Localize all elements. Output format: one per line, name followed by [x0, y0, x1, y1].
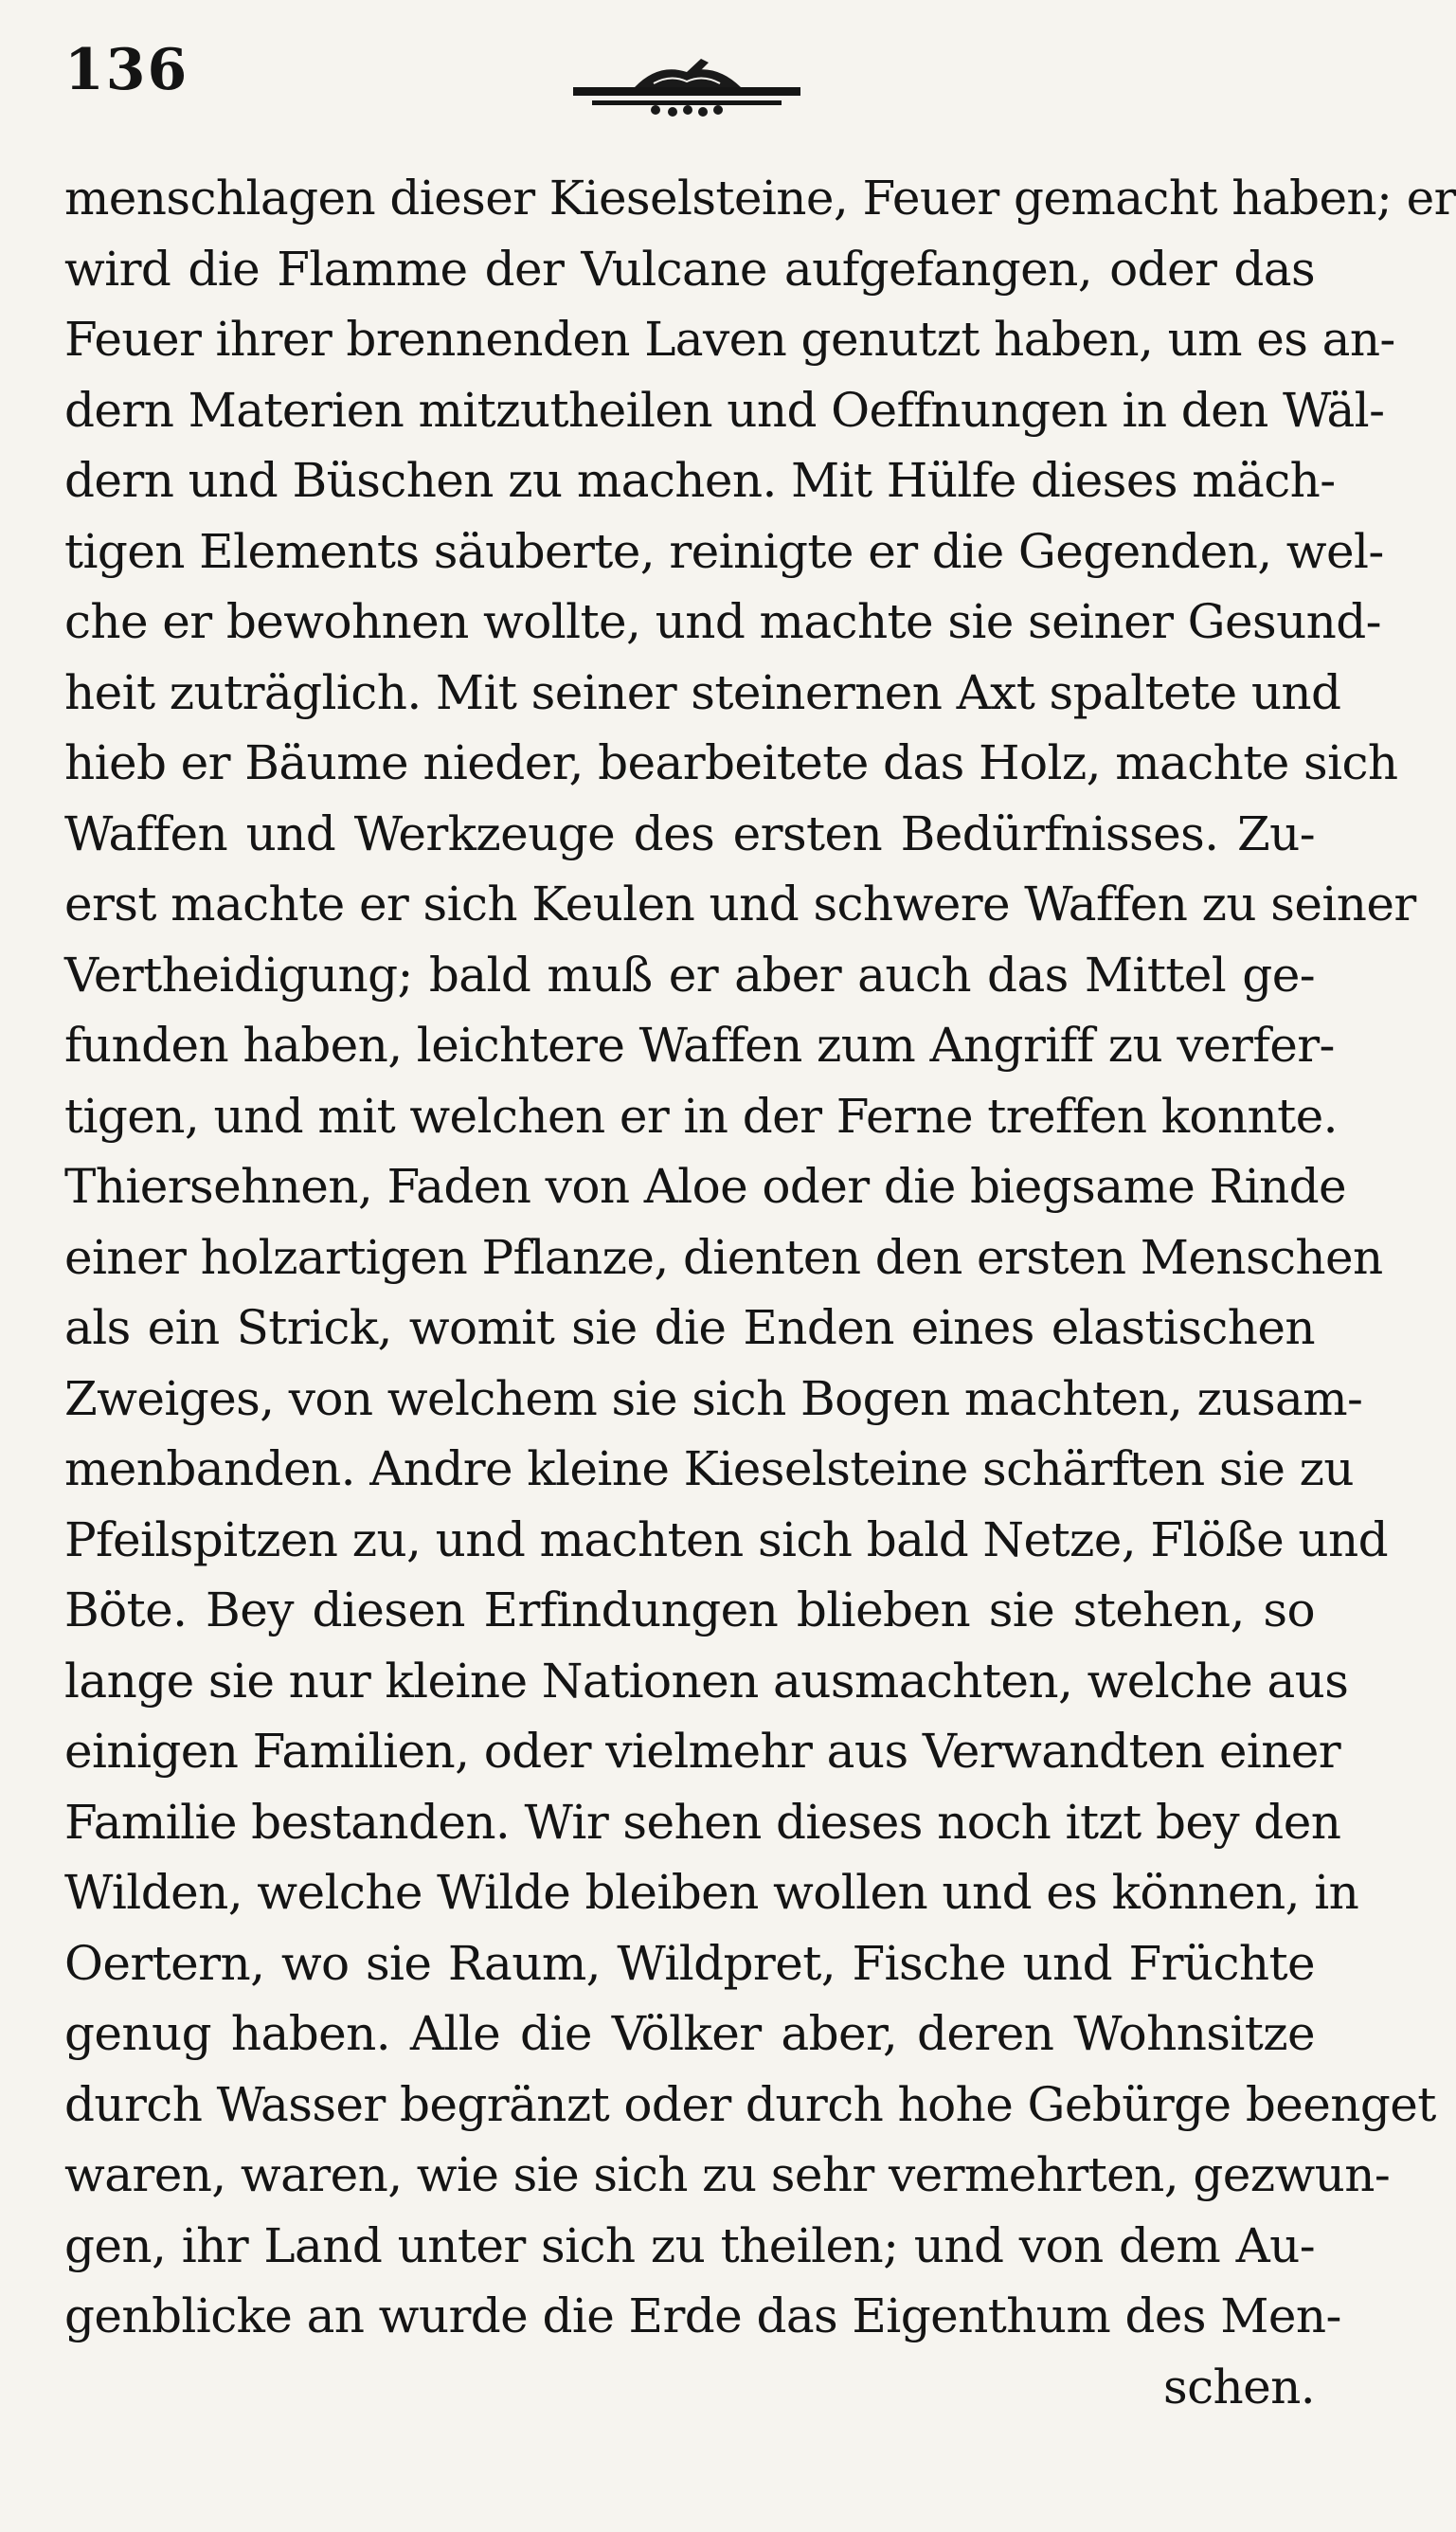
text-line: Zweiges, von welchem sie sich Bogen machten, zusam-: [64, 1370, 1363, 1426]
text-line: einigen Familien, oder vielmehr aus Verwandten einer: [64, 1724, 1341, 1779]
text-line: gen, ihr Land unter sich zu theilen; und von dem Au-: [64, 2217, 1315, 2273]
text-line: Oertern, wo sie Raum, Wildpret, Fische und Früchte: [64, 1935, 1315, 1991]
text-line: hieb er Bäume nieder, bearbeitete das Holz, machte sich: [64, 735, 1398, 790]
text-line: erst machte er sich Keulen und schwere Waffen zu seiner: [64, 877, 1416, 931]
text-line: Thiersehnen, Faden von Aloe oder die biegsame Rinde: [64, 1159, 1346, 1214]
text-line: menschlagen dieser Kieselsteine, Feuer gemacht haben; er: [64, 171, 1456, 226]
text-line: funden haben, leichtere Waffen zum Angriff zu verfer-: [64, 1018, 1335, 1073]
text-line: waren, waren, wie sie sich zu sehr vermehrten, gezwun-: [64, 2147, 1391, 2202]
text-line: genug haben. Alle die Völker aber, deren Wohnsitze: [64, 2006, 1315, 2061]
text-line: menbanden. Andre kleine Kieselsteine schärften sie zu: [64, 1441, 1354, 1496]
text-line: dern und Büschen zu machen. Mit Hülfe dieses mäch-: [64, 453, 1336, 508]
text-line: Pfeilspitzen zu, und machten sich bald Netze, Flöße und: [64, 1511, 1389, 1567]
text-line: Vertheidigung; bald muß er aber auch das Mittel ge-: [64, 947, 1315, 1003]
text-line: che er bewohnen wollte, und machte sie seiner Gesund-: [64, 594, 1381, 649]
text-line: genblicke an wurde die Erde das Eigenthum des Men-: [64, 2288, 1341, 2343]
text-line: tigen, und mit welchen er in der Ferne treffen konnte.: [64, 1088, 1338, 1144]
text-line: wird die Flamme der Vulcane aufgefangen, oder das: [64, 241, 1315, 297]
text-line: Wilden, welche Wilde bleiben wollen und es können, in: [64, 1865, 1359, 1920]
text-line: dern Materien mitzutheilen und Oeffnungen in den Wäl-: [64, 382, 1385, 438]
text-line: Waffen und Werkzeuge des ersten Bedürfnisses. Zu-: [64, 805, 1315, 861]
body-text: [64, 163, 1456, 2422]
printers-ornament-icon: [568, 49, 805, 125]
text-line: heit zuträglich. Mit seiner steinernen Axt spaltete und: [64, 664, 1341, 720]
text-line: Böte. Bey diesen Erfindungen blieben sie stehen, so: [64, 1582, 1315, 1637]
page-number: 136: [64, 37, 189, 103]
text-line: durch Wasser begränzt oder durch hohe Gebürge beenget: [64, 2076, 1436, 2132]
text-line: tigen Elements säuberte, reinigte er die Gegenden, wel-: [64, 523, 1384, 579]
text-line: Familie bestanden. Wir sehen dieses noch itzt bey den: [64, 1794, 1341, 1850]
text-line: einer holzartigen Pflanze, dienten den ersten Menschen: [64, 1229, 1383, 1285]
text-line: schen.: [1163, 2359, 1315, 2414]
text-line: lange sie nur kleine Nationen ausmachten, welche aus: [64, 1653, 1349, 1709]
text-line: als ein Strick, womit sie die Enden eines elastischen: [64, 1300, 1315, 1355]
text-line: Feuer ihrer brennenden Laven genutzt haben, um es an-: [64, 312, 1395, 367]
